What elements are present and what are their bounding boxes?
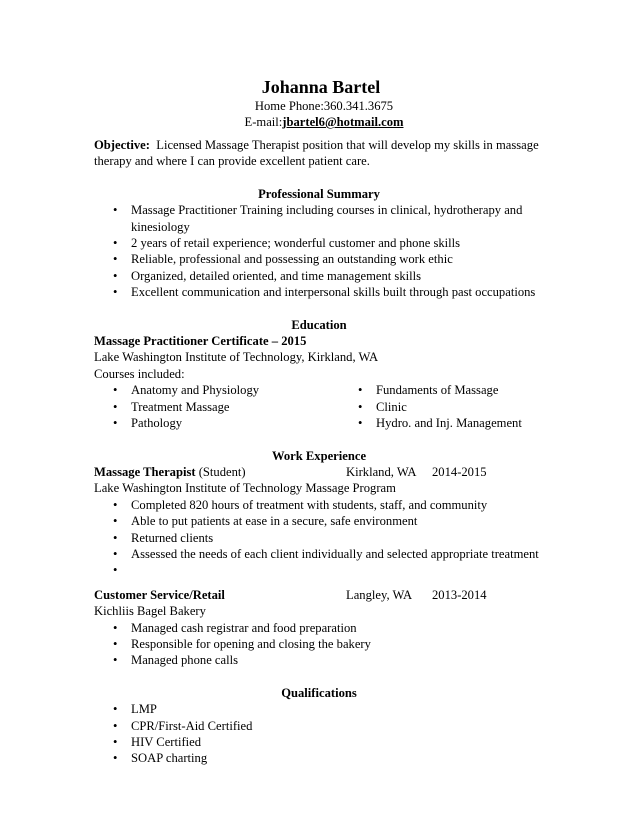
job-location: Kirkland, WA xyxy=(346,464,417,479)
qualifications-list xyxy=(94,701,544,767)
list-item: • Massage Practitioner Training including courses in clinical, hydrotherapy and kinesiology xyxy=(94,202,544,235)
list-item: • Treatment Massage xyxy=(94,399,339,415)
list-item: • Responsible for opening and closing the bakery xyxy=(94,636,544,652)
job-title-text: Customer Service/Retail xyxy=(94,587,225,602)
list-item: • Excellent communication and interpersonal skills built through past occupations xyxy=(94,284,544,300)
professional-summary-list xyxy=(94,202,544,300)
list-item: • LMP xyxy=(94,701,544,717)
school: Lake Washington Institute of Technology, Kirkland, WA xyxy=(94,350,379,365)
job-dates: 2013-2014 xyxy=(432,587,487,602)
job-dates: 2014-2015 xyxy=(432,464,487,479)
objective-label: Objective: xyxy=(94,138,150,152)
job-row-1 xyxy=(94,464,544,480)
list-item: • Able to put patients at ease in a secure, safe environment xyxy=(94,513,544,529)
list-item: • Managed phone calls xyxy=(94,652,544,668)
qualifications-title: Qualifications xyxy=(281,685,357,700)
courses-label: Courses included: xyxy=(94,366,185,381)
job-2-duties xyxy=(94,620,544,669)
job-title xyxy=(94,587,346,603)
list-item: • Pathology xyxy=(94,415,339,431)
job-1-duties xyxy=(94,497,544,579)
list-item: • CPR/First-Aid Certified xyxy=(94,718,544,734)
list-item: • Managed cash registrar and food preparation xyxy=(94,620,544,636)
list-item: • Hydro. and Inj. Management xyxy=(339,415,539,431)
list-item: • Assessed the needs of each client individually and selected appropriate treatment xyxy=(94,546,544,562)
job-title xyxy=(94,464,346,480)
professional-summary-title: Professional Summary xyxy=(258,186,380,201)
courses-left-list xyxy=(94,382,339,431)
resume-body xyxy=(94,137,544,767)
list-item: • SOAP charting xyxy=(94,750,544,766)
list-item: • Clinic xyxy=(339,399,539,415)
list-item: • Reliable, professional and possessing an outstanding work ethic xyxy=(94,251,544,267)
list-item: • 2 years of retail experience; wonderful customer and phone skills xyxy=(94,235,544,251)
list-item: • Completed 820 hours of treatment with students, staff, and community xyxy=(94,497,544,513)
job-org: Lake Washington Institute of Technology Massage Program xyxy=(94,481,396,496)
list-item: • Fundaments of Massage xyxy=(339,382,539,398)
list-item: • Returned clients xyxy=(94,530,544,546)
objective-text: Licensed Massage Therapist position that will develop my skills in massage therapy and where I can provide excellent patient care. xyxy=(94,138,539,169)
education-title: Education xyxy=(291,317,347,332)
courses-columns xyxy=(94,382,544,431)
job-location: Langley, WA xyxy=(346,587,413,602)
job-title-text: Massage Therapist xyxy=(94,464,196,479)
objective xyxy=(94,137,544,170)
courses-right-list xyxy=(339,382,539,431)
empty-list-item xyxy=(94,562,544,578)
email-link[interactable]: jbartel6@hotmail.com xyxy=(282,115,404,129)
spacer xyxy=(94,579,544,587)
email-line xyxy=(10,114,638,130)
list-item: • Organized, detailed oriented, and time management skills xyxy=(94,268,544,284)
resume-header xyxy=(0,76,638,130)
list-item: • Anatomy and Physiology xyxy=(94,382,339,398)
job-row-2 xyxy=(94,587,544,603)
work-experience-title: Work Experience xyxy=(271,448,367,463)
phone-label: Home Phone: xyxy=(254,99,324,113)
job-title-suffix: (Student) xyxy=(195,464,246,479)
job-org: Kichliis Bagel Bakery xyxy=(94,604,206,619)
list-item: • HIV Certified xyxy=(94,734,544,750)
phone-number: 360.341.3675 xyxy=(323,99,394,113)
phone-line xyxy=(10,98,638,114)
candidate-name: Johanna Bartel xyxy=(261,77,381,97)
email-label: E-mail: xyxy=(244,115,283,129)
degree: Massage Practitioner Certificate – 2015 xyxy=(94,334,307,349)
